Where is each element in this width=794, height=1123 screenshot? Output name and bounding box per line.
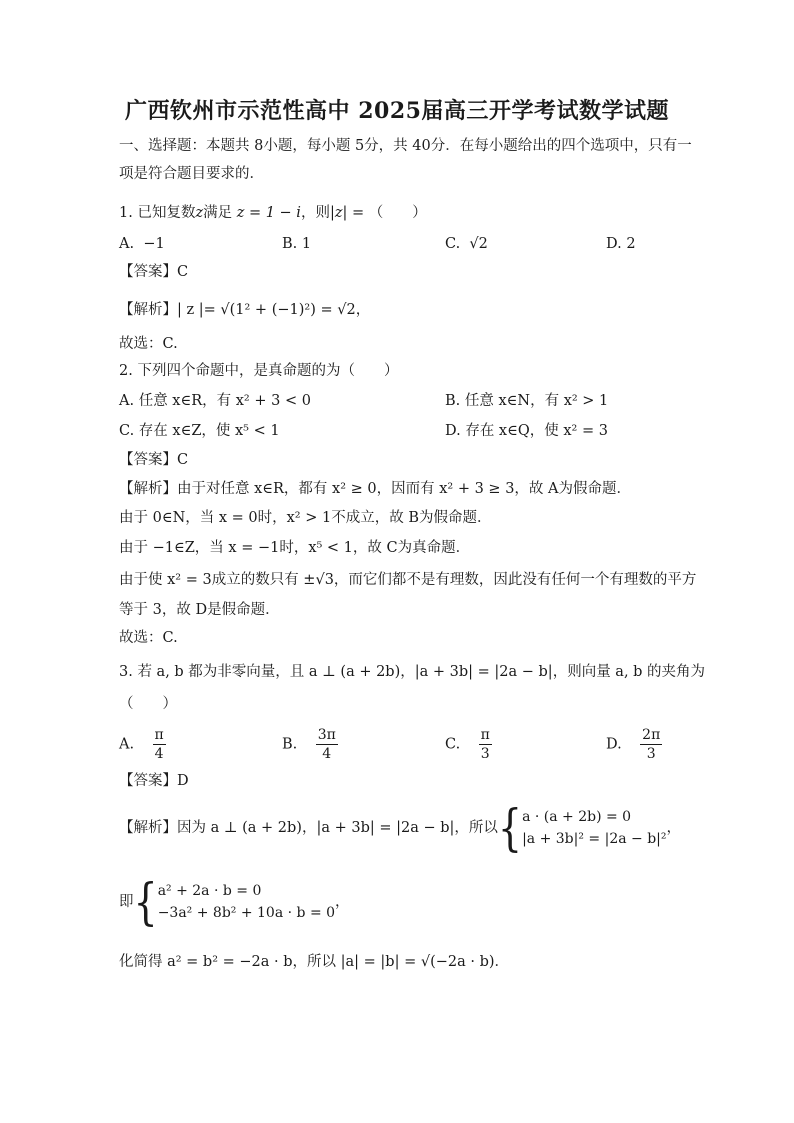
q3-stem-line2: （ ） [119,696,177,712]
q2-analysis-2: 由于 0∈N，当 x = 0时，x² > 1不成立，故 B为假命题． [119,510,492,526]
q1-option-a: A. −1 [119,236,165,252]
q1-stem: 1. 已知复数z满足 z = 1 − i，则|z| = （ ） [119,205,427,221]
q1-conclusion: 故选：C. [119,336,178,352]
q3-analysis-3: 化简得 a² = b² = −2a · b，所以 |a| = |b| = √(−2a · b)． [119,954,510,970]
q3-option-c: C. $\frac{\pi}{3}$ [445,727,490,762]
q3-stem-line1: 3. 若 a, b 都为非零向量，且 a ⊥ (a + 2b)，|a + 3b| = |2a − b|，则向量 a, b 的夹角为 [119,664,706,680]
section-heading-line1: 一、选择题：本题共 8小题，每小题 5分，共 40分．在每小题给出的四个选项中，只有一 [119,138,692,154]
q3-answer: 【答案】D [119,773,189,789]
q1-analysis: 【解析】| z |= √(1² + (−1)²) = √2， [119,302,371,318]
q2-answer: 【答案】C [119,452,189,468]
q1-option-b: B. 1 [282,236,312,252]
q2-option-a: A. 任意 x∈R，有 x² + 3 < 0 [119,393,311,409]
q2-analysis-4: 由于使 x² = 3成立的数只有 ±√3，而它们都不是有理数，因此没有任何一个有理数的平方 [119,572,697,588]
q1-option-c: C. √2 [445,236,488,252]
q2-stem: 2. 下列四个命题中，是真命题的为（ ） [119,363,399,379]
q1-option-d: D. 2 [606,236,636,252]
q3-option-b: B. $\frac{3\pi}{4}$ [282,727,336,762]
q3-analysis-1: 【解析】因为 a ⊥ (a + 2b)，|a + 3b| = |2a − b|，所以{ a · (a + 2b) = 0 |a + 3b|² = |2a − b|² ， [119,799,681,857]
q2-analysis-3: 由于 −1∈Z，当 x = −1时，x⁵ < 1，故 C为真命题． [119,540,471,556]
q2-analysis-5: 等于 3，故 D是假命题． [119,602,280,618]
q3-analysis-2: 即{ a² + 2a · b = 0 −3a² + 8b² + 10a · b = 0 ， [119,873,350,931]
q2-conclusion: 故选：C. [119,630,178,646]
page-title: 广西钦州市示范性高中 2025届高三开学考试数学试题 [125,98,669,124]
q2-option-c: C. 存在 x∈Z，使 x⁵ < 1 [119,423,280,439]
section-heading-line2: 项是符合题目要求的． [119,166,264,182]
q2-analysis-1: 【解析】由于对任意 x∈R，都有 x² ≥ 0，因而有 x² + 3 ≥ 3，故 A为假命题． [119,481,631,497]
q3-option-a: A. $\frac{\pi}{4}$ [119,727,164,762]
q2-option-b: B. 任意 x∈N，有 x² > 1 [445,393,609,409]
q1-answer: 【答案】C [119,264,189,280]
q2-option-d: D. 存在 x∈Q，使 x² = 3 [445,423,608,439]
q3-option-d: D. $\frac{2\pi}{3}$ [606,727,661,762]
